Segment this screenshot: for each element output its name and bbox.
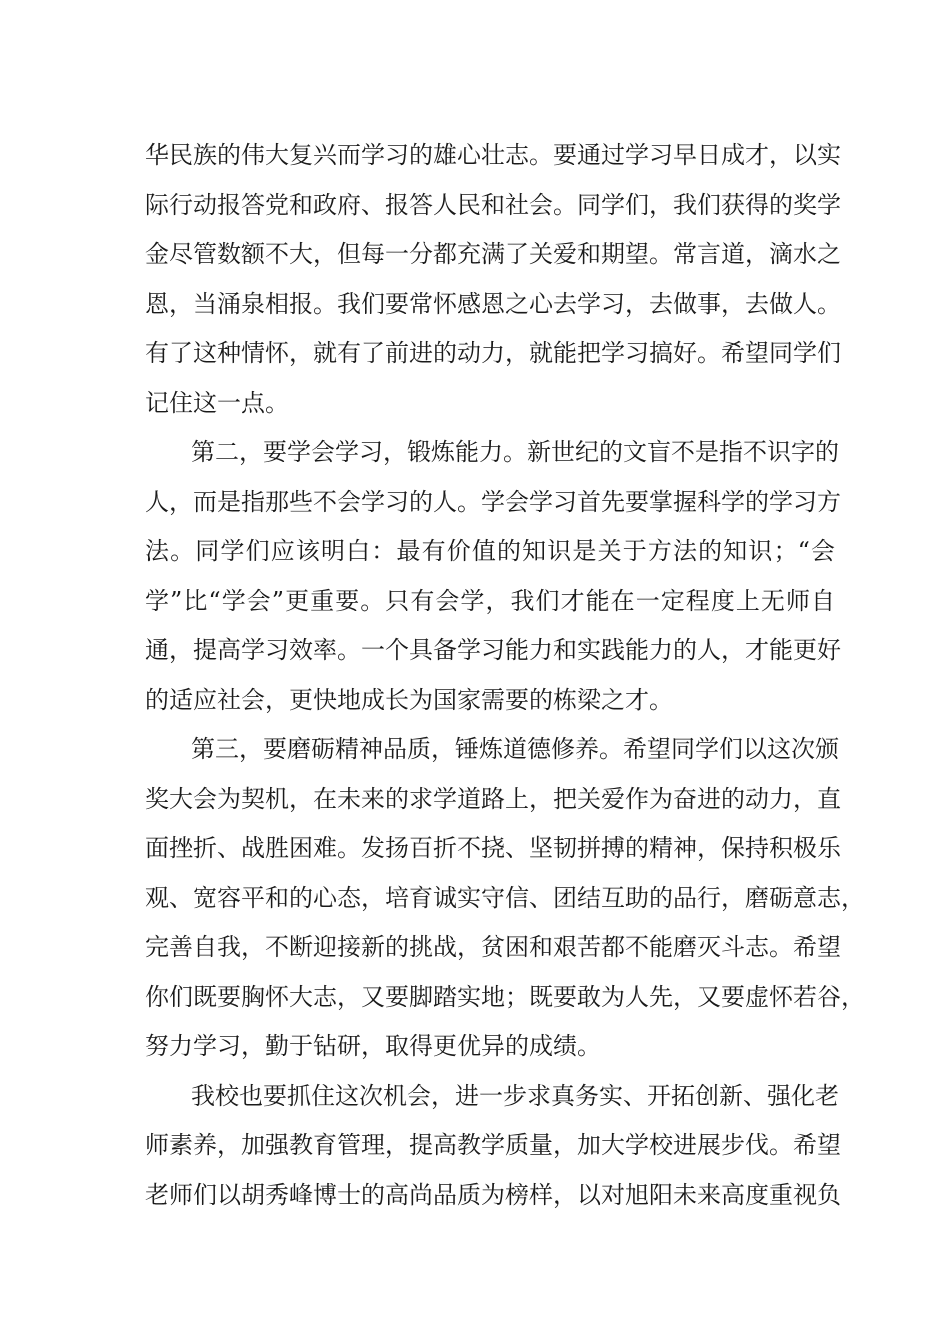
text-line: 面挫折、战胜困难。发扬百折不挠、坚韧拼搏的精神，保持积极乐 [145,834,841,862]
text-line: 华民族的伟大复兴而学习的雄心壮志。要通过学习早日成才，以实 [145,141,841,169]
text-line: 法。同学们应该明白：最有价值的知识是关于方法的知识；“会 [145,537,835,565]
text-line: 的适应社会，更快地成长为国家需要的栋梁之才。 [145,685,673,714]
text-line: 你们既要胸怀大志，又要脚踏实地；既要敢为人先，又要虚怀若谷， [145,982,865,1011]
paragraph-start-line: 第三，要磨砺精神品质，锤炼道德修养。希望同学们以这次颁 [191,735,839,763]
text-line: 金尽管数额不大，但每一分都充满了关爱和期望。常言道，滴水之 [145,240,841,268]
text-line: 恩，当涌泉相报。我们要常怀感恩之心去学习，去做事，去做人。 [145,289,841,318]
text-line: 完善自我，不断迎接新的挑战，贫困和艰苦都不能磨灭斗志。希望 [145,933,841,961]
text-line: 观、宽容平和的心态，培育诚实守信、团结互助的品行，磨砺意志， [145,883,865,912]
text-line: 老师们以胡秀峰博士的高尚品质为榜样，以对旭阳未来高度重视负 [145,1180,841,1209]
text-line: 师素养，加强教育管理，提高教学质量，加大学校进展步伐。希望 [145,1131,841,1159]
text-line: 通，提高学习效率。一个具备学习能力和实践能力的人，才能更好 [145,636,841,664]
text-line: 学”比“学会”更重要。只有会学，我们才能在一定程度上无师自 [145,586,835,615]
text-line: 记住这一点。 [145,388,289,417]
body-text [145,131,865,1220]
text-line: 努力学习，勤于钻研，取得更优异的成绩。 [145,1032,601,1060]
text-line: 有了这种情怀，就有了前进的动力，就能把学习搞好。希望同学们 [145,339,841,367]
text-line: 人，而是指那些不会学习的人。学会学习首先要掌握科学的学习方 [145,487,841,516]
text-line: 奖大会为契机，在未来的求学道路上，把关爱作为奋进的动力，直 [145,784,841,813]
text-line: 际行动报答党和政府、报答人民和社会。同学们，我们获得的奖学 [145,190,841,219]
paragraph-start-line: 第二，要学会学习，锻炼能力。新世纪的文盲不是指不识字的 [191,438,839,466]
paragraph-start-line: 我校也要抓住这次机会，进一步求真务实、开拓创新、强化老 [191,1081,839,1110]
